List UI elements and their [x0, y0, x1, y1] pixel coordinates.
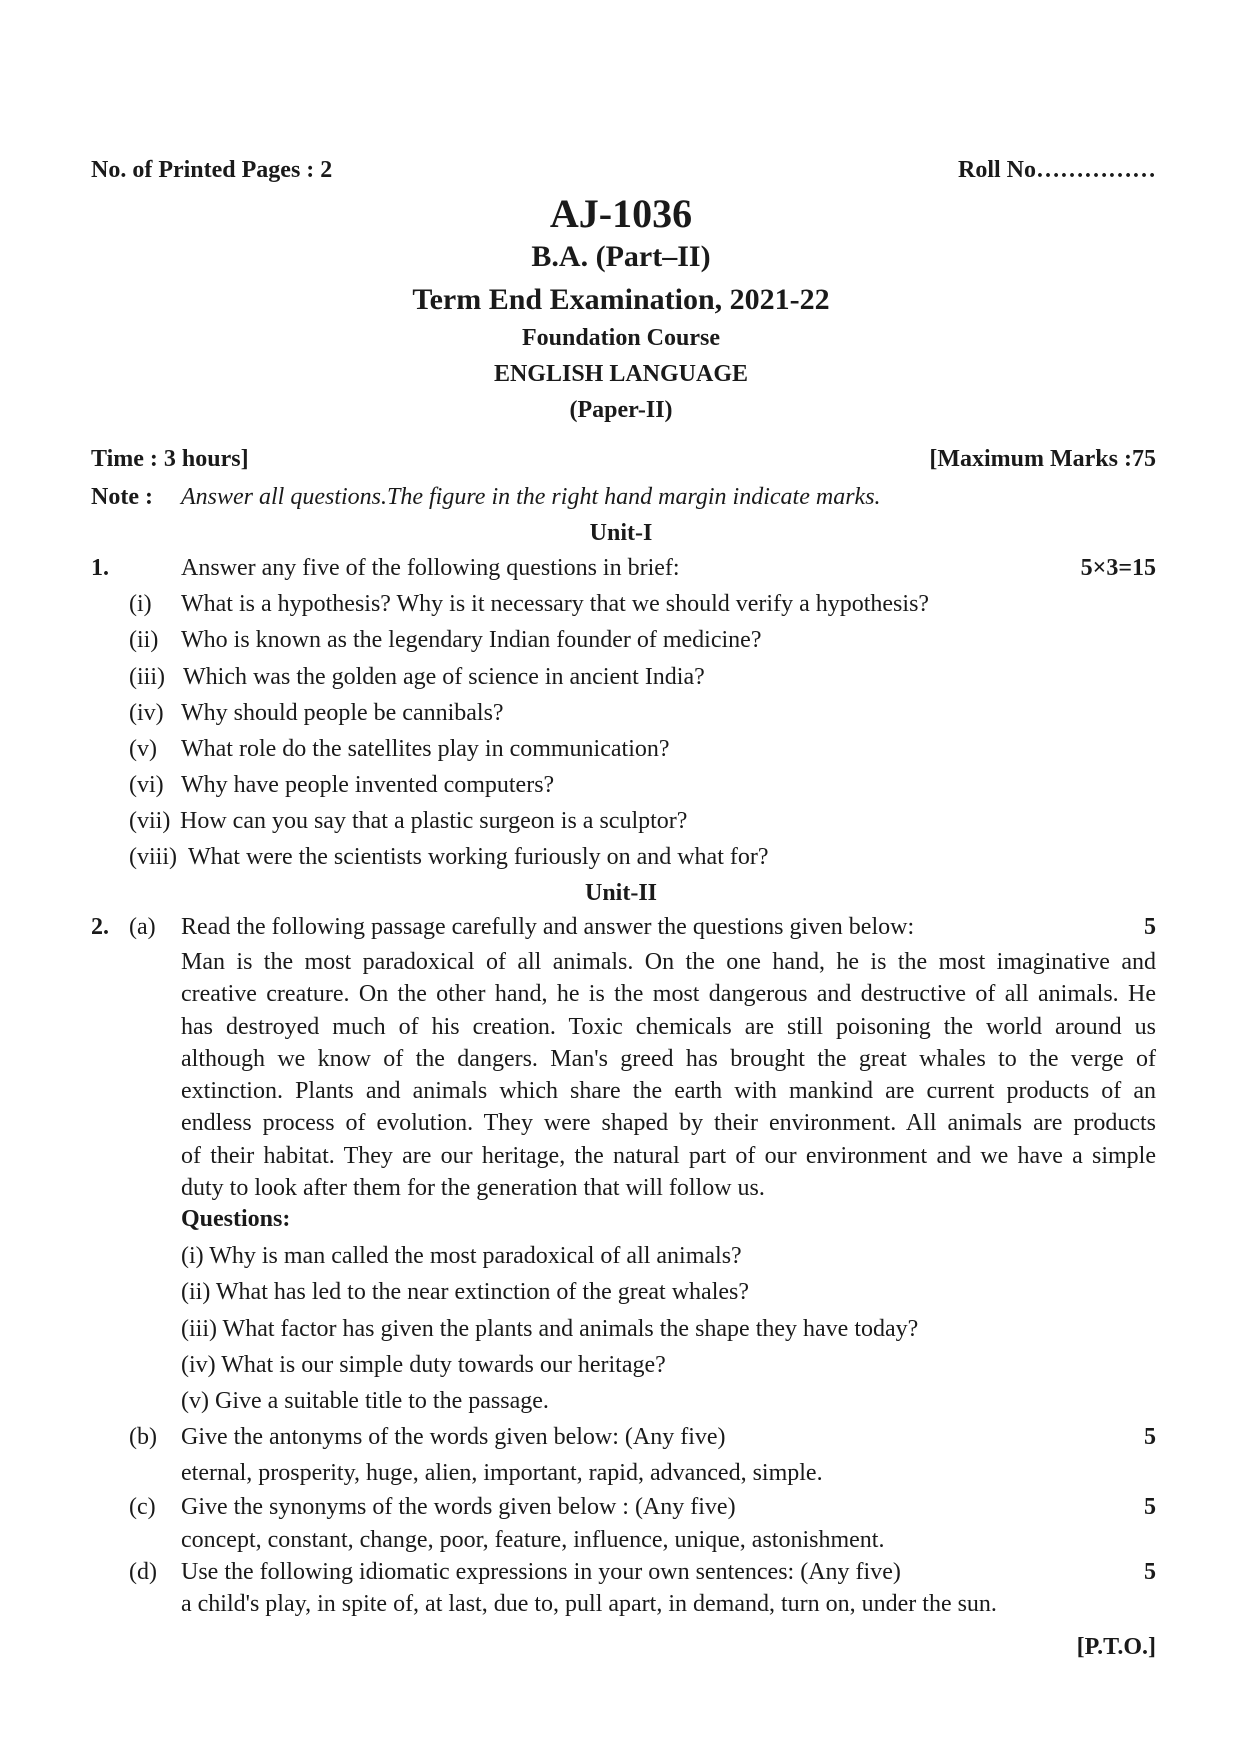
note-text: Answer all questions.The figure in the right hand margin indicate marks.	[181, 484, 881, 510]
list-item-number: (vii)	[129, 808, 171, 834]
passage-line: although we know of the dangers. Man's greed has brought the great whales to the verge of	[181, 1045, 1156, 1072]
list-item-number: (v)	[129, 736, 157, 762]
list-item-number: (viii)	[129, 844, 177, 870]
passage-line: of their habitat. They are our heritage, the natural part of our environment and we have a simple	[181, 1142, 1156, 1169]
question-2-number: 2.	[91, 914, 109, 940]
list-item: Why should people be cannibals?	[181, 700, 504, 726]
passage-line: has destroyed much of his creation. Toxic chemicals are still poisoning the world around us	[181, 1013, 1156, 1040]
roll-number: Roll No……………	[958, 157, 1156, 183]
note-label: Note :	[91, 484, 153, 510]
part-c-words: concept, constant, change, poor, feature, influence, unique, astonishment.	[181, 1527, 885, 1553]
list-item: How can you say that a plastic surgeon is a sculptor?	[180, 808, 688, 834]
exam-title: Term End Examination, 2021-22	[412, 283, 830, 316]
part-a-marks: 5	[1144, 914, 1156, 940]
foundation-course: Foundation Course	[521, 325, 721, 351]
part-d-words: a child's play, in spite of, at last, due to, pull apart, in demand, turn on, under the sun.	[181, 1591, 997, 1617]
maximum-marks: [Maximum Marks :75	[929, 446, 1156, 472]
list-item: What were the scientists working furiously on and what for?	[188, 844, 769, 870]
passage-question: (i) Why is man called the most paradoxical of all animals?	[181, 1243, 742, 1269]
part-c-text: Give the synonyms of the words given below : (Any five)	[181, 1494, 736, 1520]
part-a-text: Read the following passage carefully and answer the questions given below:	[181, 914, 915, 940]
time-allowed: Time : 3 hours]	[91, 446, 249, 472]
list-item-number: (iii)	[129, 664, 165, 690]
part-d-label: (d)	[129, 1559, 157, 1585]
list-item: Which was the golden age of science in ancient India?	[183, 664, 705, 690]
questions-heading: Questions:	[181, 1206, 291, 1232]
part-b-text: Give the antonyms of the words given below: (Any five)	[181, 1424, 726, 1450]
reading-passage	[181, 946, 1156, 1204]
paper-number: (Paper-II)	[569, 397, 673, 423]
course-title: B.A. (Part–II)	[531, 240, 711, 273]
list-item-number: (iv)	[129, 700, 164, 726]
list-item: What is a hypothesis? Why is it necessary that we should verify a hypothesis?	[181, 591, 930, 617]
list-item-number: (i)	[129, 591, 152, 617]
please-turn-over: [P.T.O.]	[1076, 1634, 1156, 1660]
passage-line: extinction. Plants and animals which share the earth with mankind are current products of an	[181, 1078, 1156, 1105]
passage-question: (iv) What is our simple duty towards our heritage?	[181, 1352, 666, 1378]
part-c-label: (c)	[129, 1494, 156, 1520]
unit-1-title: Unit-I	[589, 520, 653, 546]
question-1-number: 1.	[91, 555, 109, 581]
passage-line: creative creature. On the other hand, he is the most dangerous and destructive of all animals. He	[181, 981, 1156, 1008]
part-b-words: eternal, prosperity, huge, alien, important, rapid, advanced, simple.	[181, 1460, 823, 1486]
passage-line: duty to look after them for the generation that will follow us.	[181, 1175, 765, 1202]
passage-line: endless process of evolution. They were shaped by their environment. All animals are products	[181, 1110, 1156, 1137]
list-item: Why have people invented computers?	[181, 772, 555, 798]
list-item: What role do the satellites play in communication?	[181, 736, 670, 762]
part-b-label: (b)	[129, 1424, 157, 1450]
question-1-marks: 5×3=15	[1080, 555, 1156, 581]
unit-2-title: Unit-II	[584, 880, 657, 906]
passage-line: Man is the most paradoxical of all animals. On the one hand, he is the most imaginative and	[181, 949, 1156, 975]
list-item-number: (ii)	[129, 627, 159, 653]
passage-question: (iii) What factor has given the plants and animals the shape they have today?	[181, 1316, 919, 1342]
printed-pages: No. of Printed Pages : 2	[91, 157, 333, 183]
list-item-number: (vi)	[129, 772, 164, 798]
part-a-label: (a)	[129, 914, 156, 940]
paper-code: AJ-1036	[549, 191, 693, 236]
passage-question: (ii) What has led to the near extinction of the great whales?	[181, 1279, 750, 1305]
subject-title: ENGLISH LANGUAGE	[493, 361, 749, 387]
list-item: Who is known as the legendary Indian founder of medicine?	[181, 627, 762, 653]
part-c-marks: 5	[1144, 1494, 1156, 1520]
part-d-text: Use the following idiomatic expressions in your own sentences: (Any five)	[181, 1559, 901, 1585]
part-d-marks: 5	[1144, 1559, 1156, 1585]
passage-question: (v) Give a suitable title to the passage.	[181, 1388, 549, 1414]
part-b-marks: 5	[1144, 1424, 1156, 1450]
question-1-text: Answer any five of the following questions in brief:	[181, 555, 680, 581]
